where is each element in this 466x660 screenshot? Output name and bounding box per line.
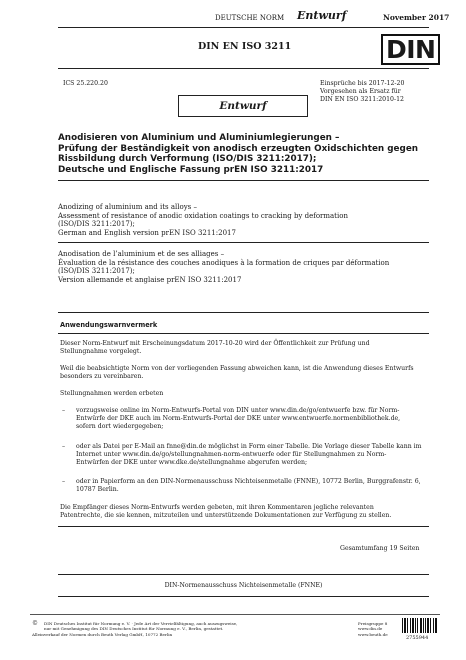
notice-paragraph-4 — [60, 504, 430, 520]
text-line: oder in Papierform an den DIN-Normenausschuss Nichteisenmetalle (FNNE), 10772 Berlin, Burggrafenstr. 6, — [76, 478, 421, 485]
committee-name: DIN-Normenausschuss Nichteisenmetalle (FNNE) — [164, 582, 323, 589]
copyright-notice — [44, 621, 324, 632]
title-german — [58, 133, 433, 175]
document-number: DIN EN ISO 3211 — [198, 41, 292, 52]
text-line: Preisgruppe 8 — [358, 621, 388, 626]
list-dash: – — [62, 407, 66, 414]
title-de-line: Deutsche und Englische Fassung prEN ISO 3211:2017 — [58, 164, 324, 175]
replaced-standard: DIN EN ISO 3211:2010-12 — [320, 96, 404, 103]
title-en-line: German and English version prEN ISO 3211:2017 — [58, 228, 236, 237]
title-de-line: Rissbildung durch Verformung (ISO/DIS 3211:2017); — [58, 154, 317, 165]
notice-paragraph-1 — [60, 340, 430, 356]
text-line: oder als Datei per E-Mail an fnne@din.de möglichst in Form einer Tabelle. Die Vorlage dieser Tabelle kann im — [76, 443, 422, 450]
text-line: DIN Deutsches Institut für Normung e. V. · Jede Art der Vervielfältigung, auch auszugsweise, — [44, 621, 238, 626]
header-status: Entwurf — [297, 9, 347, 22]
title-english — [58, 203, 433, 237]
committee-rule — [58, 574, 429, 575]
title-de-rule — [58, 180, 429, 181]
text-line: sofern dort wiedergegeben; — [76, 423, 164, 430]
title-fr-line: (ISO/DIS 3211:2017); — [58, 267, 135, 276]
list-item — [76, 478, 436, 494]
text-line: nur mit Genehmigung des DIN Deutsches Institut für Normung e. V., Berlin, gestattet. — [44, 626, 224, 632]
ics-code: ICS 25.220.20 — [63, 80, 108, 87]
list-dash: – — [62, 443, 66, 450]
replacement-label: Vorgesehen als Ersatz für — [320, 88, 401, 95]
committee-bottom-rule — [58, 596, 429, 597]
text-line: Die Empfänger dieses Norm-Entwurfs werden gebeten, mit ihren Kommentaren jegliche relevanten — [60, 504, 374, 511]
title-french — [58, 250, 438, 284]
list-item — [76, 407, 436, 431]
title-de-line: Anodisieren von Aluminium und Aluminiumlegierungen – — [58, 133, 340, 143]
notice-paragraph-2 — [60, 365, 430, 381]
title-en-line: Anodizing of aluminium and its alloys – — [58, 203, 197, 211]
notice-paragraph-3: Stellungnahmen werden erbeten — [60, 390, 164, 397]
title-en-rule — [58, 242, 429, 243]
notice-bottom-rule — [58, 526, 429, 527]
footer-rule — [30, 614, 440, 615]
text-line: vorzugsweise online im Norm-Entwurfs-Portal von DIN unter www.din.de/go/entwuerfe bzw. für Norm- — [76, 407, 400, 414]
sales-notice: Alleinverkauf der Normen durch Beuth Verlag GmbH, 10772 Berlin — [32, 632, 173, 637]
text-line: www.din.de — [358, 626, 383, 632]
title-de-line: Prüfung der Beständigkeit von anodisch erzeugten Oxidschichten gegen — [58, 143, 419, 154]
entwurf-box: Entwurf — [178, 95, 308, 117]
notice-top-rule — [58, 312, 429, 313]
text-line: Stellungnahme vorgelegt. — [60, 348, 142, 355]
text-line: besonders zu vereinbaren. — [60, 373, 144, 380]
title-rule — [58, 68, 429, 69]
text-line: Entwürfen der DKE unter www.dke.de/stellungnahme abgerufen werden; — [76, 459, 308, 466]
din-logo: DIN — [381, 34, 440, 65]
text-line: Entwürfe der DKE auch im Norm-Entwurfs-Portal der DKE unter www.entwuerfe.normenbibliothek.de, — [76, 415, 401, 422]
header-rule — [58, 27, 429, 28]
notice-heading-rule — [58, 333, 429, 334]
title-en-line: (ISO/DIS 3211:2017); — [58, 220, 135, 229]
text-line: Weil die beabsichtigte Norm von der vorliegenden Fassung abweichen kann, ist die Anwendung dieses Entwurfs — [60, 365, 414, 372]
total-pages: Gesamtumfang 19 Seiten — [340, 545, 420, 552]
text-line: 10787 Berlin. — [76, 486, 119, 493]
barcode — [402, 618, 437, 633]
document-code: 2755944 — [406, 635, 429, 641]
objection-deadline: Einsprüche bis 2017-12-20 — [320, 80, 405, 87]
title-fr-line: Évaluation de la résistance des couches anodiques à la formation de criques par déformation — [58, 258, 390, 267]
copyright-symbol: © — [32, 620, 38, 627]
notice-heading: Anwendungswarnvermerk — [60, 321, 158, 329]
text-line: Internet unter www.din.de/go/stellungnahmen-norm-entwuerfe oder für Stellungnahmen zu Norm- — [76, 451, 387, 458]
replacement-note — [320, 80, 404, 104]
text-line: Patentrechte, die sie kennen, mitzuteilen und unterstützende Dokumentationen zur Verfügung zu stellen. — [60, 512, 392, 519]
text-line: Dieser Norm-Entwurf mit Erscheinungsdatum 2017-10-20 wird der Öffentlichkeit zur Prüfung und — [60, 340, 370, 347]
text-line: www.beuth.de — [358, 631, 388, 637]
list-dash: – — [62, 478, 66, 485]
title-en-line: Assessment of resistance of anodic oxidation coatings to cracking by deformation — [58, 211, 348, 220]
title-fr-line: Version allemande et anglaise prEN ISO 3211:2017 — [58, 275, 242, 284]
header-date: November 2017 — [383, 13, 450, 22]
list-item — [76, 443, 436, 467]
title-fr-line: Anodisation de l’aluminium et de ses alliages – — [58, 250, 225, 258]
price-group — [358, 621, 388, 637]
header-org: DEUTSCHE NORM — [215, 14, 285, 22]
